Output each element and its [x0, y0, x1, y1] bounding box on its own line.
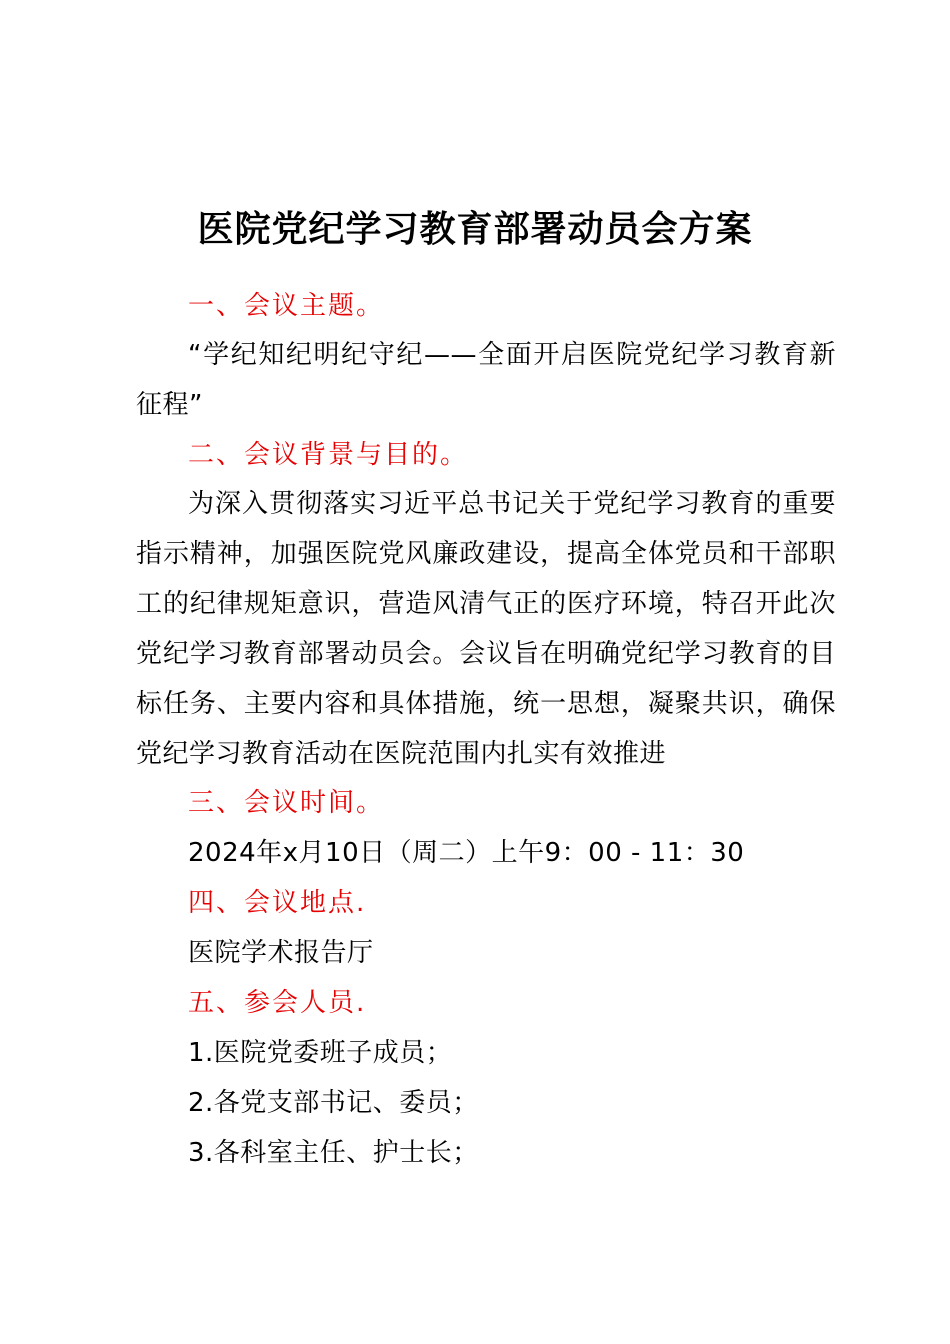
section-body-3: 2024年x月10日（周二）上午9：00 - 11：30 — [188, 838, 745, 868]
document-title: 医院党纪学习教育部署动员会方案 — [197, 209, 753, 250]
section-body-1: “学纪知纪明纪守纪——全面开启医院党纪学习教育新征程” — [136, 340, 836, 420]
section-heading-4: 四、会议地点. — [188, 888, 367, 918]
list-item: 3.各科室主任、护士长； — [188, 1138, 479, 1168]
section-body-2: 为深入贯彻落实习近平总书记关于党纪学习教育的重要指示精神，加强医院党风廉政建设，提高全体党员和干部职工的纪律规矩意识，营造风清气正的医疗环境，特召开此次党纪学习教育部署动员会。会议旨在明确党纪学习教育的目标任务、主要内容和具体措施，统一思想，凝聚共识，确保党纪学习教育活动在医院范围内扎实有效推进 — [136, 489, 836, 769]
section-heading-2: 二、会议背景与目的。 — [188, 440, 469, 470]
list-item: 1.医院党委班子成员； — [188, 1038, 453, 1068]
section-heading-1: 一、会议主题。 — [188, 291, 385, 321]
section-body-4: 医院学术报告厅 — [188, 938, 374, 968]
list-item: 2.各党支部书记、委员； — [188, 1088, 479, 1118]
section-heading-5: 五、参会人员. — [188, 988, 367, 1018]
section-heading-3: 三、会议时间。 — [188, 788, 385, 818]
